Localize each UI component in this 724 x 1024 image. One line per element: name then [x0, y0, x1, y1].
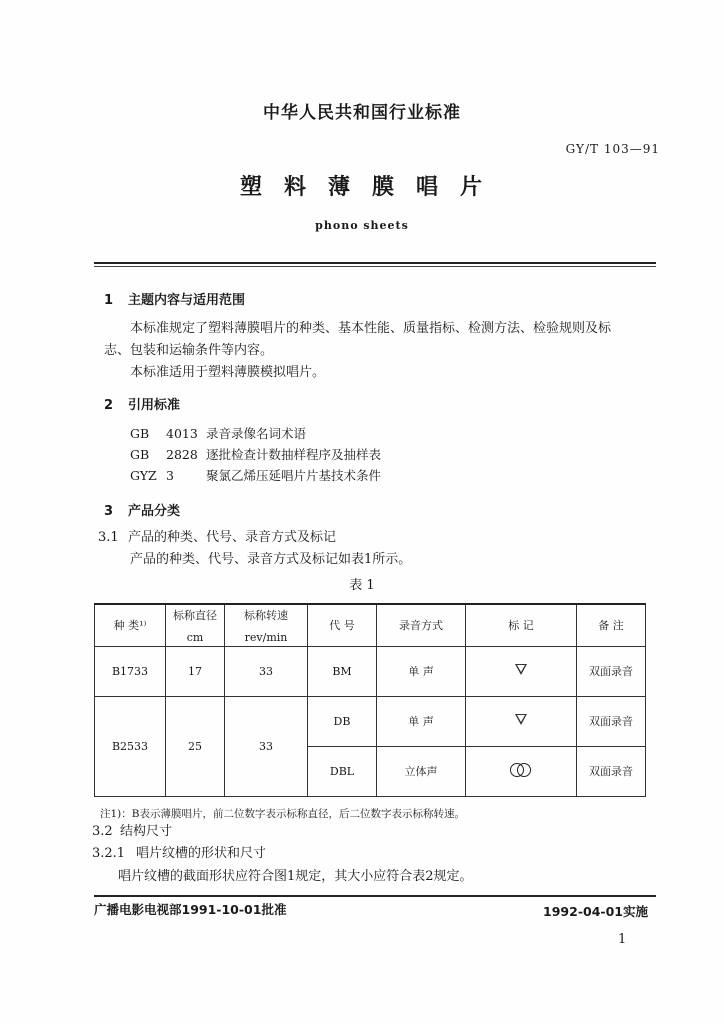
section-3-heading: 3 产品分类: [104, 504, 181, 519]
section-3-1-text: 产品的种类、代号、录音方式及标记如表1所示。: [130, 552, 412, 567]
table-row: B1733 17 33 BM 单 声 双面录音: [95, 646, 646, 696]
section-3-2-1-text: 唱片纹槽的截面形状应符合图1规定，其大小应符合表2规定。: [118, 869, 473, 884]
title-divider-thin: [94, 266, 656, 267]
effective-date: 1992-04-01实施: [543, 904, 648, 919]
section-1-paragraph-1a: 本标准规定了塑料薄膜唱片的种类、基本性能、质量指标、检测方法、检验规则及标: [130, 321, 612, 336]
col-mark: 标 记: [466, 604, 577, 646]
page-number: 1: [618, 932, 627, 947]
col-recording: 录音方式: [377, 604, 466, 646]
table-row: DBL 立体声 双面录音: [95, 746, 646, 796]
table-1-caption: 表 1: [349, 578, 375, 593]
col-kind: 种 类¹⁾: [95, 604, 166, 646]
section-2-heading: 2 引用标准: [104, 398, 181, 413]
table-1: [94, 603, 646, 797]
section-1-paragraph-1b: 志、包装和运输条件等内容。: [104, 343, 274, 358]
standard-body-title: 中华人民共和国行业标准: [263, 103, 461, 123]
approval-date: 广播电影电视部1991-10-01批准: [94, 902, 287, 917]
triangle-down-icon: [515, 714, 527, 725]
footer-divider: [94, 895, 656, 897]
double-ring-icon: [510, 763, 532, 777]
section-1-heading: 1 主题内容与适用范围: [104, 293, 246, 308]
section-3-1-heading: 3.1 产品的种类、代号、录音方式及标记: [98, 530, 337, 545]
title-divider: [94, 262, 656, 264]
section-1-paragraph-2: 本标准适用于塑料薄膜模拟唱片。: [130, 365, 326, 380]
reference-item: GYZ 3 聚氯乙烯压延唱片片基技术条件: [130, 468, 382, 483]
reference-item: GB 2828 逐批检查计数抽样程序及抽样表: [130, 447, 382, 462]
triangle-down-icon: [515, 664, 527, 675]
section-3-2-1-heading: 3.2.1 唱片纹槽的形状和尺寸: [92, 846, 267, 861]
reference-item: GB 4013 录音录像名词术语: [130, 426, 307, 441]
col-diameter: 标称直径 cm: [166, 604, 225, 646]
table-row: B2533 25 33 DB 单 声 双面录音: [95, 696, 646, 746]
standard-code: GY/T 103—91: [565, 142, 660, 156]
col-remark: 备 注: [577, 604, 646, 646]
table-note: 注1)：B表示薄膜唱片，前二位数字表示标称直径，后二位数字表示标称转速。: [100, 808, 465, 820]
document-title: 塑料薄膜唱片: [239, 175, 504, 200]
section-3-2-heading: 3.2 结构尺寸: [92, 824, 173, 839]
document-subtitle: phono sheets: [315, 219, 409, 232]
col-speed: 标称转速 rev/min: [225, 604, 308, 646]
col-code: 代 号: [308, 604, 377, 646]
